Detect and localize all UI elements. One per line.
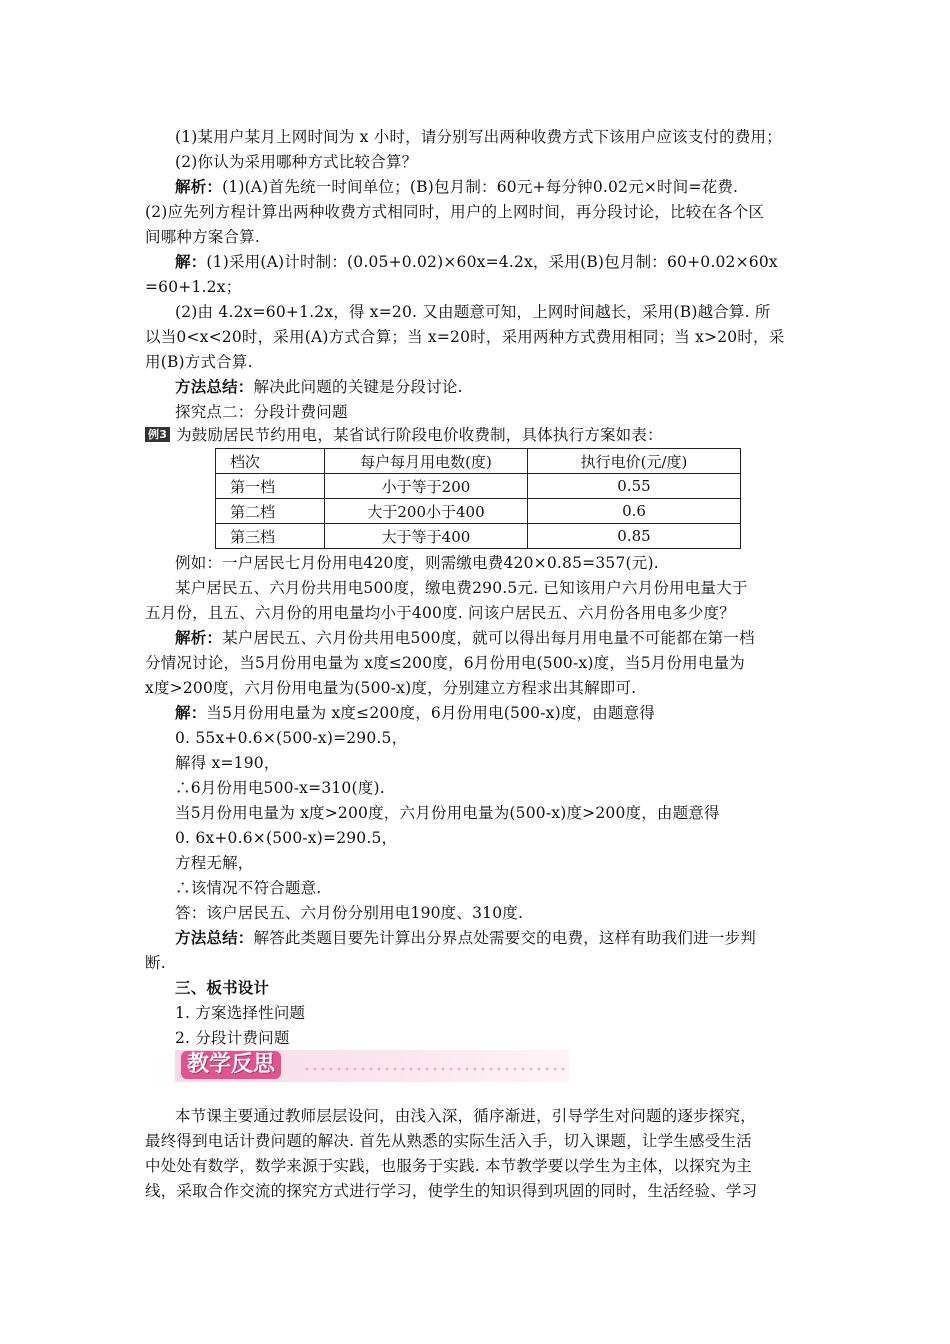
solution-label: 解： bbox=[175, 252, 207, 271]
table-header-cell: 每户每月用电数(度) bbox=[325, 449, 528, 474]
no-solution: 方程无解， bbox=[175, 854, 254, 872]
example-3-text: 为鼓励居民节约用电，某省试行阶段电价收费制，具体执行方案如表： bbox=[176, 426, 663, 444]
case-2: 当5月份用电量为 x度>200度，六月份用电量为(500-x)度>200度，由题意得 bbox=[175, 804, 720, 822]
example-3-line bbox=[145, 423, 810, 447]
table-row bbox=[216, 474, 741, 499]
problem-text-2: 五月份，且五、六月份的用电量均小于400度. 问该户居民五、六月份各用电多少度？ bbox=[145, 604, 735, 622]
table-header-cell: 执行电价(元/度) bbox=[528, 449, 741, 474]
section-heading-2: 探究点二：分段计费问题 bbox=[175, 403, 348, 421]
solution-line-5: 用(B)方式合算. bbox=[145, 353, 253, 371]
equation-2: 0. 6x+0.6×(500-x)=290.5， bbox=[175, 829, 398, 847]
equation-result-1: 解得 x=190， bbox=[175, 754, 280, 772]
board-item-2: 2. 分段计费问题 bbox=[175, 1029, 290, 1047]
analysis-line-2: 分情况讨论，当5月份用电量为 x度≤200度，6月份用电(500-x)度，当5月份用电量为 bbox=[145, 654, 745, 672]
table-cell: 第一档 bbox=[216, 474, 325, 499]
analysis-label: 解析： bbox=[175, 628, 223, 647]
section-heading-3: 三、板书设计 bbox=[175, 979, 270, 997]
analysis-text: (1)(A)首先统一时间单位；(B)包月制：60元+每分钟0.02元×时间=花费. bbox=[222, 178, 739, 196]
table-cell: 0.85 bbox=[528, 524, 741, 549]
analysis-line bbox=[175, 175, 840, 199]
question-part-2: (2)你认为采用哪种方式比较合算？ bbox=[175, 153, 418, 171]
table-header-row bbox=[216, 449, 741, 474]
case-rejected: ∴该情况不符合题意. bbox=[175, 879, 322, 897]
problem-text: 某户居民五、六月份共用电500度，缴电费290.5元. 已知该用户六月份用电量大于 bbox=[175, 579, 748, 597]
reflection-paragraph-line: 本节课主要通过教师层层设问，由浅入深，循序渐进，引导学生对问题的逐步探究， bbox=[175, 1107, 756, 1125]
table-row bbox=[216, 524, 741, 549]
question-part-1: (1)某用户某月上网时间为 x 小时，请分别写出两种收费方式下该用户应该支付的费用； bbox=[175, 128, 782, 146]
banner-dots-decoration bbox=[303, 1067, 565, 1071]
table-cell: 第二档 bbox=[216, 499, 325, 524]
analysis-text: 某户居民五、六月份共用电500度，就可以得出每月用电量不可能都在第一档 bbox=[222, 629, 755, 647]
method-summary bbox=[175, 375, 840, 399]
june-usage: ∴6月份用电500-x=310(度). bbox=[175, 779, 385, 797]
reflection-paragraph-line: 中处处有数学，数学来源于实践，也服务于实践. 本节教学要以学生为主体，以探究为主 bbox=[145, 1157, 752, 1175]
example-badge: 例3 bbox=[145, 427, 170, 442]
solution-line-4: 以当0<x<20时，采用(A)方式合算；当 x=20时，采用两种方式费用相同；当 x>20时，采 bbox=[145, 328, 785, 346]
table-cell: 大于等于400 bbox=[325, 524, 528, 549]
method-summary bbox=[175, 926, 840, 950]
table-header-cell: 档次 bbox=[216, 449, 325, 474]
method-summary-text: 解答此类题目要先计算出分界点处需要交的电费，这样有助我们进一步判 bbox=[253, 929, 756, 947]
solution-text: 当5月份用电量为 x度≤200度，6月份用电(500-x)度，由题意得 bbox=[206, 704, 656, 722]
solution-line bbox=[175, 701, 840, 725]
answer-line: 答：该户居民五、六月份分别用电190度、310度. bbox=[175, 904, 524, 922]
table-cell: 0.6 bbox=[528, 499, 741, 524]
analysis-label: 解析： bbox=[175, 177, 223, 196]
reflection-paragraph-line: 线，采取合作交流的探究方式进行学习，使学生的知识得到巩固的同时，生活经验、学习 bbox=[145, 1182, 758, 1200]
analysis-line-3: x度>200度，六月份用电量为(500-x)度，分别建立方程求出其解即可. bbox=[145, 679, 637, 697]
table-cell: 0.55 bbox=[528, 474, 741, 499]
reflection-banner bbox=[175, 1050, 570, 1082]
analysis-line-2: (2)应先列方程计算出两种收费方式相同时，用户的上网时间，再分段讨论，比较在各个区 bbox=[145, 203, 765, 221]
analysis-line bbox=[175, 626, 840, 650]
reflection-banner-title: 教学反思 bbox=[181, 1051, 281, 1079]
equation-1: 0. 55x+0.6×(500-x)=290.5， bbox=[175, 729, 408, 747]
table-row bbox=[216, 499, 741, 524]
reflection-paragraph-line: 最终得到电话计费问题的解决. 首先从熟悉的实际生活入手，切入课题，让学生感受生活 bbox=[145, 1132, 752, 1150]
method-summary-label: 方法总结： bbox=[175, 377, 254, 396]
solution-line-2: =60+1.2x； bbox=[145, 278, 242, 296]
solution-line bbox=[175, 250, 840, 274]
table-cell: 大于200小于400 bbox=[325, 499, 528, 524]
tariff-table bbox=[215, 448, 741, 549]
board-item-1: 1. 方案选择性问题 bbox=[175, 1004, 306, 1022]
method-summary-text: 解决此问题的关键是分段讨论. bbox=[253, 378, 463, 396]
example-note: 例如：一户居民七月份用电420度，则需缴电费420×0.85=357(元). bbox=[175, 554, 659, 572]
solution-line-3: (2)由 4.2x=60+1.2x，得 x=20. 又由题意可知，上网时间越长，采用(B)越合算. 所 bbox=[175, 303, 771, 321]
analysis-line-3: 间哪种方案合算. bbox=[145, 228, 261, 246]
table-cell: 第三档 bbox=[216, 524, 325, 549]
method-summary-2: 断. bbox=[145, 954, 166, 972]
table-cell: 小于等于200 bbox=[325, 474, 528, 499]
method-summary-label: 方法总结： bbox=[175, 928, 254, 947]
solution-text: (1)采用(A)计时制：(0.05+0.02)×60x=4.2x，采用(B)包月制：60+0.02×60x bbox=[206, 253, 778, 271]
solution-label: 解： bbox=[175, 703, 207, 722]
